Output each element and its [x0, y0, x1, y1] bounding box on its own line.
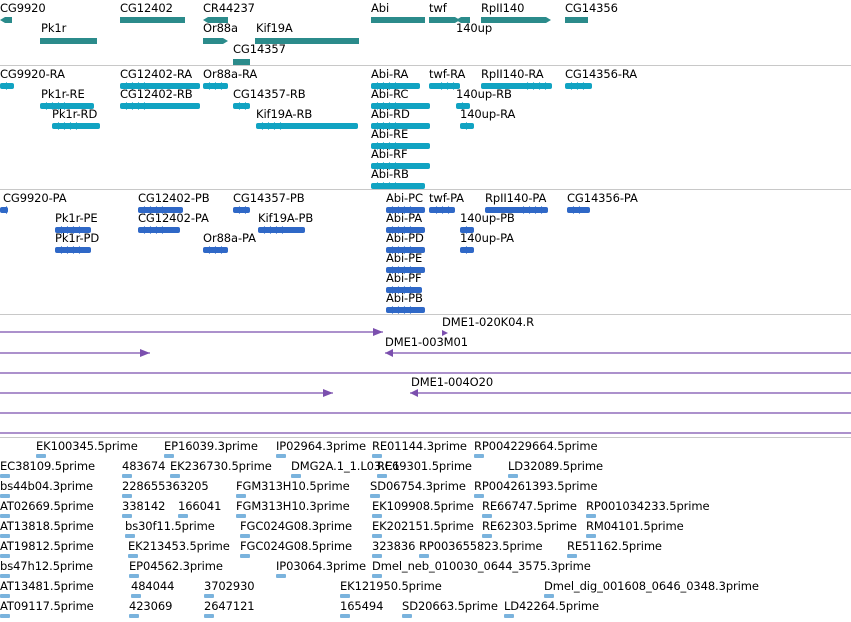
protein-label[interactable]: CG14356-PA [567, 191, 638, 205]
est-feature[interactable] [402, 614, 412, 618]
alignment-feature[interactable] [0, 328, 383, 336]
est-label[interactable]: Dmel_dig_001608_0646_0348.3prime [544, 579, 759, 593]
alignment-label[interactable]: DME1-003M01 [385, 335, 468, 349]
track-separator [0, 314, 851, 315]
est-label[interactable]: RM04101.5prime [586, 519, 684, 533]
protein-label[interactable]: Kif19A-PB [258, 211, 314, 225]
gene-label[interactable]: Or88a [203, 21, 238, 35]
est-label[interactable]: AT13818.5prime [0, 519, 94, 533]
est-feature[interactable] [129, 614, 139, 618]
track-separator [0, 65, 851, 66]
transcript-label[interactable]: Kif19A-RB [256, 107, 313, 121]
transcript-label[interactable]: CG12402-RA [120, 67, 193, 81]
est-feature[interactable] [125, 534, 135, 538]
transcript-label[interactable]: Abi-RC [371, 87, 409, 101]
transcript-label[interactable]: Abi-RE [371, 127, 409, 141]
est-label[interactable]: EK236730.5prime [170, 459, 272, 473]
est-feature[interactable] [474, 494, 484, 498]
est-feature[interactable] [291, 474, 301, 478]
est-label[interactable]: IP02964.3prime [276, 439, 366, 453]
est-label[interactable]: EK121950.5prime [340, 579, 442, 593]
est-feature[interactable] [0, 474, 10, 478]
est-label[interactable]: SD20663.5prime [402, 599, 498, 613]
protein-label[interactable]: Pk1r-PE [55, 211, 98, 225]
protein-label[interactable]: CG12402-PA [138, 211, 209, 225]
est-feature[interactable] [586, 534, 596, 538]
track-separator [0, 437, 851, 438]
transcript-label[interactable]: twf-RA [429, 67, 466, 81]
est-label[interactable]: RE69301.5prime [377, 459, 472, 473]
gene-label[interactable]: Kif19A [256, 21, 293, 35]
est-label[interactable]: RE62303.5prime [482, 519, 577, 533]
alignment-label[interactable]: DME1-020K04.R [442, 315, 534, 329]
est-feature[interactable] [276, 454, 286, 458]
est-feature[interactable] [128, 554, 138, 558]
track-separator [0, 189, 851, 190]
est-feature[interactable] [178, 514, 188, 518]
protein-label[interactable]: Abi-PD [386, 231, 424, 245]
est-feature[interactable] [240, 534, 250, 538]
transcript-label[interactable]: Abi-RB [371, 167, 409, 181]
est-feature[interactable] [508, 474, 518, 478]
est-feature[interactable] [482, 534, 492, 538]
transcript-feature[interactable] [460, 122, 474, 130]
est-label[interactable]: 423069 [129, 599, 173, 613]
est-label[interactable]: Dmel_neb_010030_0644_3575.3prime [372, 559, 591, 573]
gene-label[interactable]: 140up [456, 21, 493, 35]
est-feature[interactable] [122, 474, 132, 478]
protein-label[interactable]: Or88a-PA [203, 231, 256, 245]
est-label[interactable]: RP003655823.5prime [419, 539, 543, 553]
transcript-label[interactable]: CG14356-RA [565, 67, 638, 81]
protein-feature[interactable] [203, 246, 228, 254]
transcript-feature[interactable] [203, 82, 228, 90]
transcript-label[interactable]: RpII140-RA [481, 67, 544, 81]
protein-feature[interactable] [233, 206, 250, 214]
gene-feature[interactable] [0, 17, 12, 23]
est-label[interactable]: RP004261393.5prime [474, 479, 598, 493]
est-label[interactable]: 3702930 [204, 579, 255, 593]
est-label[interactable]: LD42264.5prime [504, 599, 599, 613]
est-feature[interactable] [372, 534, 382, 538]
est-label[interactable]: 483674 [122, 459, 166, 473]
est-feature[interactable] [0, 534, 10, 538]
transcript-label[interactable]: Pk1r-RE [41, 87, 85, 101]
est-feature[interactable] [474, 454, 484, 458]
protein-label[interactable]: CG9920-PA [3, 191, 67, 205]
transcript-label[interactable]: Pk1r-RD [52, 107, 98, 121]
est-label[interactable]: EK202151.5prime [372, 519, 474, 533]
est-feature[interactable] [204, 594, 214, 598]
est-feature[interactable] [129, 574, 139, 578]
protein-feature[interactable] [567, 206, 590, 214]
gene-feature[interactable] [120, 17, 185, 23]
transcript-feature[interactable] [52, 122, 100, 130]
transcript-label[interactable]: 140up-RB [456, 87, 512, 101]
est-label[interactable]: RP004229664.5prime [474, 439, 598, 453]
est-label[interactable]: AT19812.5prime [0, 539, 94, 553]
est-label[interactable]: EP04562.3prime [129, 559, 223, 573]
transcript-label[interactable]: CG14357-RB [233, 87, 306, 101]
est-label[interactable]: 338142 [122, 499, 166, 513]
protein-label[interactable]: CG14357-PB [233, 191, 305, 205]
est-label[interactable]: SD06754.3prime [370, 479, 466, 493]
alignment-feature[interactable] [0, 389, 333, 397]
protein-label[interactable]: Abi-PC [386, 191, 423, 205]
est-label[interactable]: RE51162.5prime [567, 539, 662, 553]
est-feature[interactable] [377, 474, 387, 478]
gene-label[interactable]: RpII140 [481, 1, 525, 15]
est-label[interactable]: bs44b04.3prime [0, 479, 93, 493]
est-feature[interactable] [131, 594, 141, 598]
protein-label[interactable]: Pk1r-PD [55, 231, 100, 245]
gene-label[interactable]: CG14357 [233, 42, 286, 56]
est-feature[interactable] [370, 494, 380, 498]
est-feature[interactable] [122, 514, 132, 518]
protein-feature[interactable] [55, 246, 91, 254]
est-label[interactable]: RE01144.3prime [372, 439, 467, 453]
est-label[interactable]: EP16039.3prime [164, 439, 258, 453]
est-feature[interactable] [164, 454, 174, 458]
gene-feature[interactable] [565, 17, 588, 23]
gene-label[interactable]: CG12402 [120, 1, 173, 15]
gene-label[interactable]: CG14356 [565, 1, 618, 15]
transcript-label[interactable]: CG9920-RA [0, 67, 65, 81]
est-label[interactable]: FGC024G08.5prime [240, 539, 352, 553]
protein-feature[interactable] [138, 226, 180, 234]
est-label[interactable]: FGM313H10.3prime [236, 499, 350, 513]
est-feature[interactable] [0, 574, 10, 578]
gene-feature[interactable] [203, 38, 228, 44]
protein-label[interactable]: 140up-PA [460, 231, 514, 245]
est-label[interactable]: DMG2A.1_1.L03.C1 [291, 459, 400, 473]
est-feature[interactable] [419, 554, 429, 558]
est-label[interactable]: EC38109.5prime [0, 459, 95, 473]
protein-feature[interactable] [386, 306, 425, 314]
est-label[interactable]: 166041 [178, 499, 222, 513]
protein-feature[interactable] [0, 206, 8, 214]
est-label[interactable]: IP03064.3prime [276, 559, 366, 573]
protein-label[interactable]: RpII140-PA [485, 191, 547, 205]
est-label[interactable]: FGC024G08.3prime [240, 519, 352, 533]
est-feature[interactable] [340, 594, 350, 598]
gene-label[interactable]: CG9920 [0, 1, 46, 15]
alignment-feature[interactable] [410, 389, 851, 397]
est-feature[interactable] [0, 554, 10, 558]
est-label[interactable]: RE66747.5prime [482, 499, 577, 513]
est-feature[interactable] [372, 514, 382, 518]
transcript-label[interactable]: Or88a-RA [203, 67, 258, 81]
gene-label[interactable]: CR44237 [203, 1, 255, 15]
est-feature[interactable] [170, 474, 180, 478]
est-label[interactable]: 165494 [340, 599, 384, 613]
protein-feature[interactable] [258, 226, 305, 234]
est-feature[interactable] [0, 494, 10, 498]
est-label[interactable]: AT13481.5prime [0, 579, 94, 593]
est-feature[interactable] [0, 594, 10, 598]
est-label[interactable]: LD32089.5prime [508, 459, 603, 473]
transcript-label[interactable]: CG12402-RB [120, 87, 193, 101]
gene-label[interactable]: Pk1r [41, 21, 67, 35]
est-feature[interactable] [372, 574, 382, 578]
transcript-feature[interactable] [233, 102, 250, 110]
alignment-feature[interactable] [0, 349, 150, 357]
protein-feature[interactable] [460, 246, 474, 254]
alignment-label[interactable]: DME1-004O20 [411, 375, 494, 389]
est-feature[interactable] [482, 514, 492, 518]
est-label[interactable]: 484044 [131, 579, 175, 593]
est-feature[interactable] [204, 614, 214, 618]
est-feature[interactable] [122, 494, 132, 498]
transcript-label[interactable]: Abi-RD [371, 107, 410, 121]
protein-label[interactable]: Abi-PF [386, 271, 422, 285]
est-label[interactable]: AT09117.5prime [0, 599, 94, 613]
est-label[interactable]: bs30f11.5prime [125, 519, 215, 533]
gene-label[interactable]: twf [429, 1, 447, 15]
protein-label[interactable]: 140up-PB [460, 211, 515, 225]
gene-label[interactable]: Abi [371, 1, 390, 15]
protein-label[interactable]: Abi-PE [386, 251, 423, 265]
protein-label[interactable]: Abi-PA [386, 211, 422, 225]
est-label[interactable]: 323836 [372, 539, 416, 553]
est-feature[interactable] [36, 454, 46, 458]
transcript-label[interactable]: 140up-RA [460, 107, 516, 121]
transcript-feature[interactable] [256, 122, 358, 130]
transcript-feature[interactable] [0, 82, 14, 90]
est-feature[interactable] [340, 614, 350, 618]
est-feature[interactable] [236, 494, 246, 498]
protein-label[interactable]: CG12402-PB [138, 191, 210, 205]
est-feature[interactable] [0, 614, 10, 618]
est-feature[interactable] [240, 554, 250, 558]
est-label[interactable]: EK100345.5prime [36, 439, 138, 453]
est-feature[interactable] [236, 514, 246, 518]
protein-label[interactable]: twf-PA [429, 191, 464, 205]
est-feature[interactable] [567, 554, 577, 558]
transcript-label[interactable]: Abi-RA [371, 67, 409, 81]
est-feature[interactable] [372, 454, 382, 458]
est-label[interactable]: RP001034233.5prime [586, 499, 710, 513]
transcript-feature[interactable] [120, 102, 200, 110]
protein-label[interactable]: Abi-PB [386, 291, 423, 305]
alignment-feature[interactable] [385, 349, 851, 357]
est-label[interactable]: 2647121 [204, 599, 255, 613]
transcript-feature[interactable] [565, 82, 592, 90]
est-feature[interactable] [544, 594, 554, 598]
gene-feature[interactable] [371, 17, 425, 23]
est-label[interactable]: AT02669.5prime [0, 499, 94, 513]
protein-feature[interactable] [429, 206, 455, 214]
gene-feature[interactable] [40, 38, 97, 44]
est-feature[interactable] [276, 574, 286, 578]
est-feature[interactable] [0, 514, 10, 518]
est-label[interactable]: bs47h12.5prime [0, 559, 93, 573]
est-feature[interactable] [586, 514, 596, 518]
est-label[interactable]: FGM313H10.5prime [236, 479, 350, 493]
est-label[interactable]: 228655363205 [122, 479, 209, 493]
est-label[interactable]: EK109908.5prime [372, 499, 474, 513]
est-label[interactable]: EK213453.5prime [128, 539, 230, 553]
est-feature[interactable] [504, 614, 514, 618]
transcript-label[interactable]: Abi-RF [371, 147, 408, 161]
est-feature[interactable] [372, 554, 382, 558]
